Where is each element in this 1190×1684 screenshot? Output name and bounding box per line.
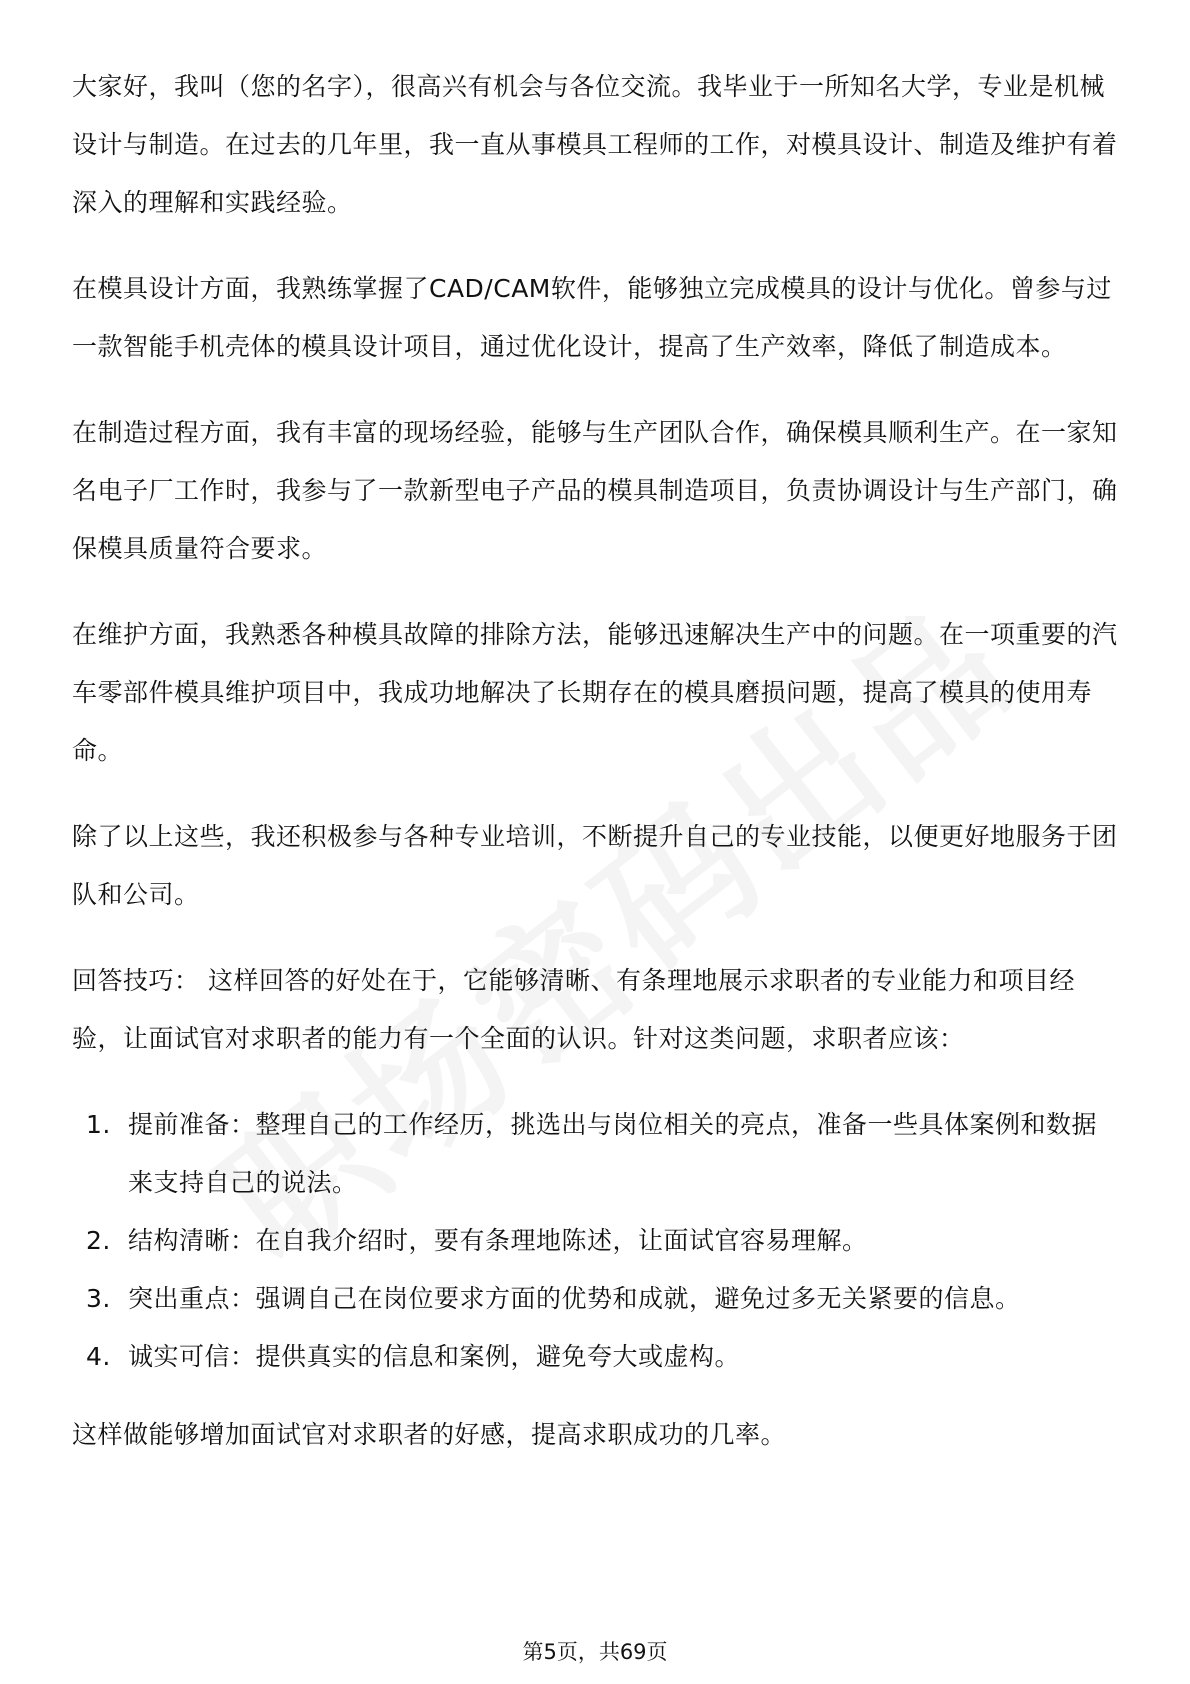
paragraph-design: 在模具设计方面，我熟练掌握了CAD/CAM软件，能够独立完成模具的设计与优化。曾参与过一款智能手机壳体的模具设计项目，通过优化设计，提高了生产效率，降低了制造成本。 [72, 274, 1112, 361]
paragraph-answer-tips: 回答技巧： 这样回答的好处在于，它能够清晰、有条理地展示求职者的专业能力和项目经验，让面试官对求职者的能力有一个全面的认识。针对这类问题，求职者应该： [72, 966, 1075, 1053]
list-item [72, 1212, 1122, 1270]
list-item-text: 提前准备：整理自己的工作经历，挑选出与岗位相关的亮点，准备一些具体案例和数据来支持自己的说法。 [128, 1110, 1098, 1197]
list-item-text: 结构清晰：在自我介绍时，要有条理地陈述，让面试官容易理解。 [128, 1226, 868, 1255]
paragraph-manufacturing: 在制造过程方面，我有丰富的现场经验，能够与生产团队合作，确保模具顺利生产。在一家知名电子厂工作时，我参与了一款新型电子产品的模具制造项目，负责协调设计与生产部门，确保模具质量符合要求。 [72, 418, 1118, 563]
document-body [72, 58, 1122, 1492]
page-number-footer: 第5页，共69页 [522, 1640, 668, 1664]
paragraph-intro: 大家好，我叫（您的名字），很高兴有机会与各位交流。我毕业于一所知名大学，专业是机械设计与制造。在过去的几年里，我一直从事模具工程师的工作，对模具设计、制造及维护有着深入的理解和实践经验。 [72, 72, 1118, 217]
list-item-number: 1. [86, 1110, 111, 1139]
list-item [72, 1096, 1122, 1212]
list-item [72, 1328, 1122, 1386]
tips-list [72, 1096, 1122, 1386]
list-item-number: 2. [86, 1226, 111, 1255]
list-item-text: 突出重点：强调自己在岗位要求方面的优势和成就，避免过多无关紧要的信息。 [128, 1284, 1021, 1313]
list-item-number: 4. [86, 1342, 111, 1371]
paragraph-maintenance: 在维护方面，我熟悉各种模具故障的排除方法，能够迅速解决生产中的问题。在一项重要的汽车零部件模具维护项目中，我成功地解决了长期存在的模具磨损问题，提高了模具的使用寿命。 [72, 620, 1118, 765]
list-item-text: 诚实可信：提供真实的信息和案例，避免夸大或虚构。 [128, 1342, 741, 1371]
paragraph-training: 除了以上这些，我还积极参与各种专业培训，不断提升自己的专业技能，以便更好地服务于团队和公司。 [72, 822, 1118, 909]
paragraph-closing: 这样做能够增加面试官对求职者的好感，提高求职成功的几率。 [72, 1420, 787, 1449]
list-item [72, 1270, 1122, 1328]
list-item-number: 3. [86, 1284, 111, 1313]
